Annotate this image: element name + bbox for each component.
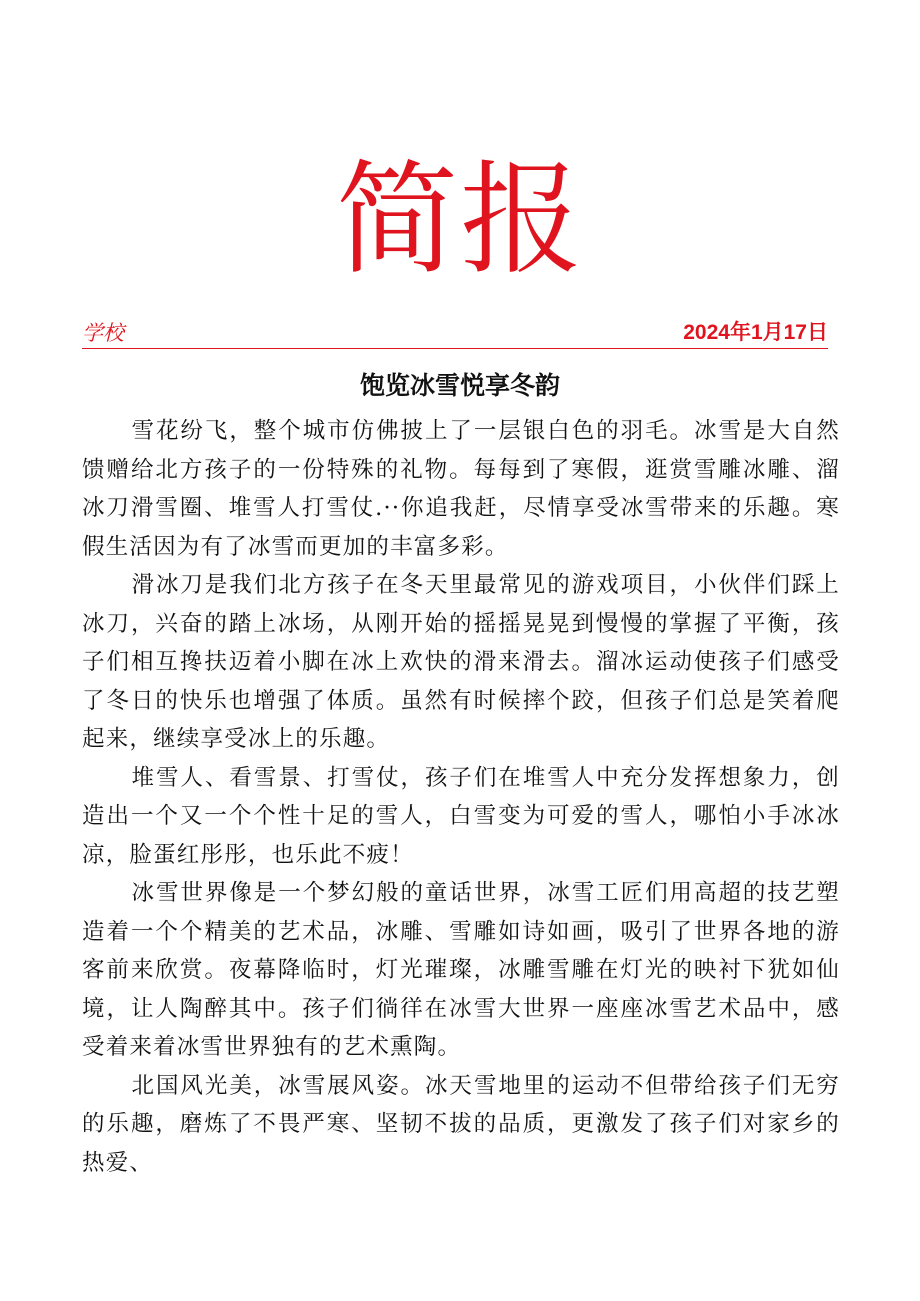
- issue-date: 2024年1月17日: [683, 321, 828, 344]
- article-paragraph: 北国风光美，冰雪展风姿。冰天雪地里的运动不但带给孩子们无穷的乐趣，磨炼了不畏严寒、坚韧不拔的品质，更激发了孩子们对家乡的热爱、: [82, 1072, 840, 1176]
- article-paragraph: 雪花纷飞，整个城市仿佛披上了一层银白色的羽毛。冰雪是大自然馈赠给北方孩子的一份特殊的礼物。每每到了寒假，逛赏雪雕冰雕、溜冰刀滑雪圈、堆雪人打雪仗.··你追我赶，尽情享受冰雪带来的乐趣。寒假生活因为有了冰雪而更加的丰富多彩。: [82, 418, 840, 560]
- article-body: [82, 412, 840, 1182]
- article-paragraph: 冰雪世界像是一个梦幻般的童话世界，冰雪工匠们用高超的技艺塑造着一个个精美的艺术品，冰雕、雪雕如诗如画，吸引了世界各地的游客前来欣赏。夜幕降临时，灯光璀璨，冰雕雪雕在灯光的映衬下犹如仙境，让人陶醉其中。孩子们徜徉在冰雪大世界一座座冰雪艺术品中，感受着来着冰雪世界独有的艺术熏陶。: [82, 880, 840, 1060]
- article-title: 饱览冰雪悦享冬韵: [359, 371, 560, 400]
- school-label: 学校: [82, 321, 124, 345]
- article-paragraph: 堆雪人、看雪景、打雪仗，孩子们在堆雪人中充分发挥想象力，创造出一个又一个个性十足的雪人，白雪变为可爱的雪人，哪怕小手冰冰凉，脸蛋红彤彤，也乐此不疲！: [82, 764, 840, 868]
- masthead-title: 简报: [336, 149, 584, 291]
- article-paragraph: 滑冰刀是我们北方孩子在冬天里最常见的游戏项目，小伙伴们踩上冰刀，兴奋的踏上冰场，从刚开始的摇摇晃晃到慢慢的掌握了平衡，孩子们相互搀扶迈着小脚在冰上欢快的滑来滑去。溜冰运动使孩子们感受了冬日的快乐也增强了体质。虽然有时候摔个跤，但孩子们总是笑着爬起来，继续享受冰上的乐趣。: [82, 572, 840, 752]
- header-meta-row: [82, 318, 828, 349]
